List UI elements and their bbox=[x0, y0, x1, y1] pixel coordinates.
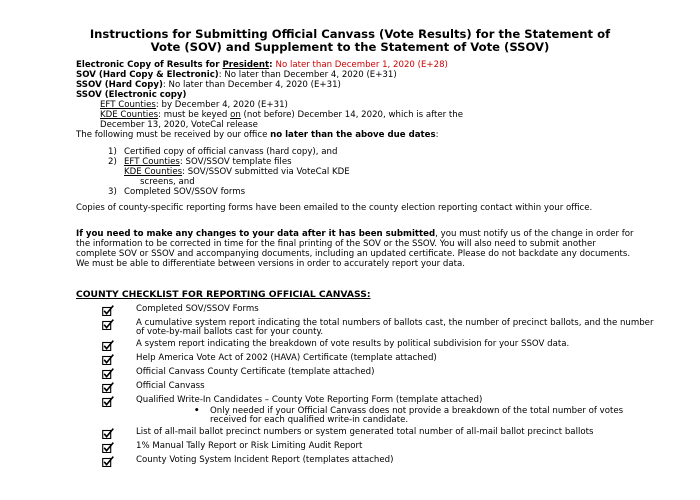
list-item bbox=[108, 147, 608, 157]
checked-box-icon bbox=[102, 442, 114, 453]
checked-box-icon bbox=[102, 396, 114, 407]
checklist-item-text: County Voting System Incident Report (templates attached) bbox=[136, 455, 394, 466]
list-item-continuation bbox=[108, 167, 608, 177]
document-title bbox=[40, 28, 660, 54]
kde-text-b: (not before) December 14, 2020, which is after the bbox=[240, 110, 464, 120]
president-label: President bbox=[222, 60, 270, 70]
sov-deadline-line bbox=[76, 70, 656, 80]
eft-label: EFT Counties bbox=[100, 100, 156, 110]
item-text: Certified copy of official canvass (hard copy), and bbox=[124, 147, 338, 157]
kde-text: : SOV/SSOV submitted via VoteCal KDE bbox=[182, 167, 350, 177]
kde-deadline-line bbox=[76, 110, 656, 120]
checklist-item-text: Help America Vote Act of 2002 (HAVA) Certificate (template attached) bbox=[136, 353, 437, 364]
checklist-item bbox=[102, 368, 662, 379]
checklist-item bbox=[102, 319, 662, 337]
checklist-item bbox=[102, 354, 662, 365]
following-line bbox=[76, 130, 636, 140]
checklist-item-text: A cumulative system report indicating the total numbers of ballots cast, the number of precinct ballots, and the number of vote-by-mail ballots cast for your county. bbox=[136, 318, 654, 338]
deadlines-section bbox=[76, 60, 656, 130]
checklist-heading: COUNTY CHECKLIST FOR REPORTING OFFICIAL CANVASS: bbox=[76, 289, 371, 300]
kde-text-c: December 13, 2020, VoteCal release bbox=[100, 120, 258, 130]
checked-box-icon bbox=[102, 340, 114, 351]
checklist-item bbox=[102, 456, 662, 467]
changes-note bbox=[76, 229, 636, 269]
kde-label: KDE Counties bbox=[124, 167, 183, 177]
eft-deadline: : by December 4, 2020 (E+31) bbox=[155, 100, 288, 110]
checked-box-icon bbox=[102, 368, 114, 379]
checklist-item-text: Qualified Write-In Candidates – County Vote Reporting Form (template attached) bbox=[136, 395, 483, 406]
list-item-continuation bbox=[108, 177, 608, 187]
ssov-hard-deadline-line bbox=[76, 80, 656, 90]
item-number: 3) bbox=[108, 187, 117, 197]
checked-box-icon bbox=[102, 428, 114, 439]
checklist bbox=[102, 305, 662, 470]
required-items-list bbox=[108, 147, 608, 197]
checklist-item-text: Official Canvass County Certificate (template attached) bbox=[136, 367, 375, 378]
eft-label: EFT Counties bbox=[124, 157, 180, 167]
copies-note: Copies of county-specific reporting forms have been emailed to the county election reporting contact within your office. bbox=[76, 203, 593, 213]
checked-box-icon bbox=[102, 382, 114, 393]
checklist-item bbox=[102, 382, 662, 393]
checklist-item-text: A system report indicating the breakdown of vote results by political subdivision for your SSOV data. bbox=[136, 339, 570, 350]
electronic-label: Electronic Copy of Results for bbox=[76, 60, 223, 70]
list-item bbox=[108, 157, 608, 167]
electronic-deadline: No later than December 1, 2020 (E+28) bbox=[275, 60, 448, 70]
kde-text-a: : must be keyed bbox=[158, 110, 231, 120]
checklist-item bbox=[102, 442, 662, 453]
checklist-item bbox=[102, 428, 662, 439]
checklist-item bbox=[102, 396, 662, 425]
checklist-item-text: List of all-mail ballot precinct numbers or system generated total number of all-mail ballot precinct ballots bbox=[136, 427, 594, 438]
checklist-item bbox=[102, 305, 662, 316]
list-item bbox=[108, 187, 608, 197]
checklist-sub-item-text: Only needed if your Official Canvass does not provide a breakdown of the total number of votes received for each qualified write-in candidate. bbox=[210, 405, 624, 425]
eft-deadline-line bbox=[76, 100, 656, 110]
electronic-deadline-line bbox=[76, 60, 656, 70]
changes-note-bold: If you need to make any changes to your data after it has been submitted bbox=[76, 229, 436, 239]
item-text: Completed SOV/SSOV forms bbox=[124, 187, 246, 197]
checklist-item-text: Completed SOV/SSOV Forms bbox=[136, 304, 259, 314]
eft-text: : SOV/SSOV template files bbox=[179, 157, 292, 167]
following-bold: no later than the above due dates bbox=[270, 130, 436, 140]
electronic-sep: : bbox=[269, 60, 276, 70]
checked-box-icon bbox=[102, 319, 114, 330]
checked-box-icon bbox=[102, 305, 114, 316]
sov-label: SOV (Hard Copy & Electronic) bbox=[76, 70, 219, 80]
checklist-item bbox=[102, 340, 662, 351]
bullet-icon: • bbox=[194, 405, 200, 416]
checked-box-icon bbox=[102, 456, 114, 467]
sov-deadline: : No later than December 4, 2020 (E+31) bbox=[218, 70, 397, 80]
checklist-sub-item bbox=[194, 407, 662, 425]
title-line-1: Instructions for Submitting Official Canvass (Vote Results) for the Statement of bbox=[89, 27, 611, 41]
item-number: 1) bbox=[108, 147, 117, 157]
following-text: The following must be received by our office bbox=[76, 130, 271, 140]
title-line-2: Vote (SOV) and Supplement to the Statement of Vote (SSOV) bbox=[150, 40, 550, 54]
following-end: : bbox=[435, 130, 439, 140]
ssov-hard-label: SSOV (Hard Copy) bbox=[76, 80, 163, 90]
kde-on: on bbox=[230, 110, 241, 120]
kde-label: KDE Counties bbox=[100, 110, 159, 120]
kde-text-2: screens, and bbox=[140, 177, 195, 187]
item-number: 2) bbox=[108, 157, 117, 167]
ssov-hard-deadline: : No later than December 4, 2020 (E+31) bbox=[162, 80, 341, 90]
checked-box-icon bbox=[102, 354, 114, 365]
checklist-item-text: 1% Manual Tally Report or Risk Limiting Audit Report bbox=[136, 441, 363, 452]
ssov-electronic-label: SSOV (Electronic copy) bbox=[76, 90, 187, 100]
checklist-item-text: Official Canvass bbox=[136, 381, 205, 392]
changes-note-rest: , you must notify us of the change in order for the information to be corrected in time for the final printing of the SOV or the SSOV. You will also need to submit another complete SOV or SSOV and accompanying documents, including an updated certificate. Please do not backdate any documents. We must be able to differentiate between versions in order to accurately report your data. bbox=[76, 229, 634, 269]
